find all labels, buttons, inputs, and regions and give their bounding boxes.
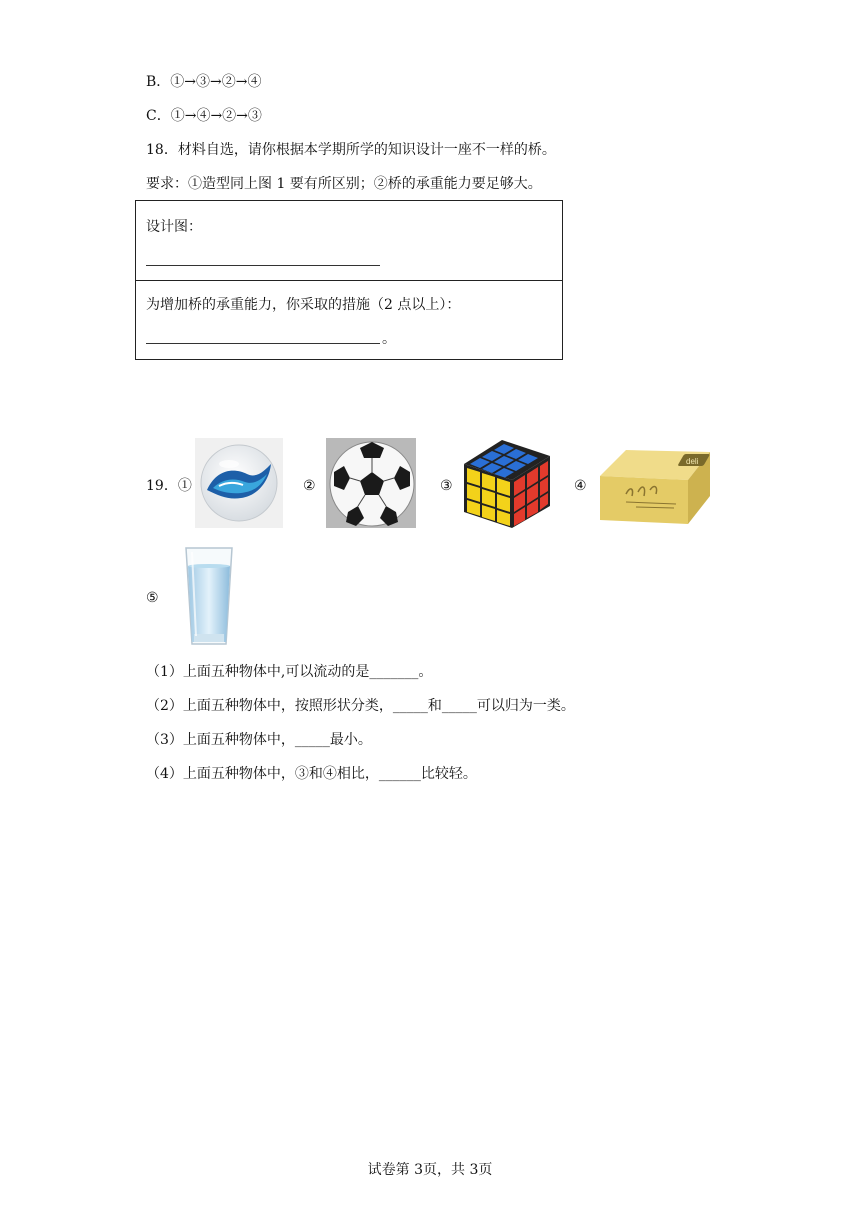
- rubiks-cube-icon: [462, 438, 552, 530]
- q19-sub1: （1）上面五种物体中,可以流动的是_______。: [146, 664, 433, 680]
- design-answer-blank[interactable]: [146, 265, 380, 266]
- marker-2: ②: [303, 478, 316, 494]
- q19-prefix: 19．①: [146, 478, 192, 494]
- soccer-ball-image: [326, 438, 416, 528]
- option-c: C．①→④→②→③: [146, 108, 262, 124]
- q19-sub2: （2）上面五种物体中，按照形状分类，_____和_____可以归为一类。: [146, 698, 575, 714]
- q18-stem: 18．材料自选，请你根据本学期所学的知识设计一座不一样的桥。: [146, 142, 556, 158]
- rubiks-cube-image: [462, 438, 552, 530]
- measures-answer-blank[interactable]: [146, 343, 380, 344]
- marker-5: ⑤: [146, 590, 159, 606]
- measures-label: 为增加桥的承重能力，你采取的措施（2 点以上）：: [146, 297, 461, 313]
- q18-requirement: 要求：①造型同上图 1 要有所区别；②桥的承重能力要足够大。: [146, 176, 542, 192]
- q18-answer-table: [135, 200, 563, 360]
- measures-period: 。: [382, 331, 396, 347]
- option-b: B．①→③→②→④: [146, 74, 262, 90]
- marble-icon: [195, 438, 283, 528]
- marker-4: ④: [574, 478, 587, 494]
- measures-row: [136, 281, 562, 359]
- design-row: [136, 201, 562, 281]
- design-label: 设计图：: [146, 219, 202, 235]
- eraser-brand-text: deli: [686, 457, 699, 466]
- eraser-image: [596, 444, 714, 528]
- soccer-ball-icon: [326, 438, 416, 528]
- q19-sub4: （4）上面五种物体中，③和④相比，______比较轻。: [146, 766, 477, 782]
- water-glass-icon: [182, 546, 236, 650]
- page-footer: 试卷第 3页，共 3页: [367, 1162, 493, 1178]
- eraser-icon: [596, 444, 714, 528]
- marble-image: [195, 438, 283, 528]
- water-glass-image: [182, 546, 236, 650]
- marker-3: ③: [440, 478, 453, 494]
- q19-sub3: （3）上面五种物体中，_____最小。: [146, 732, 372, 748]
